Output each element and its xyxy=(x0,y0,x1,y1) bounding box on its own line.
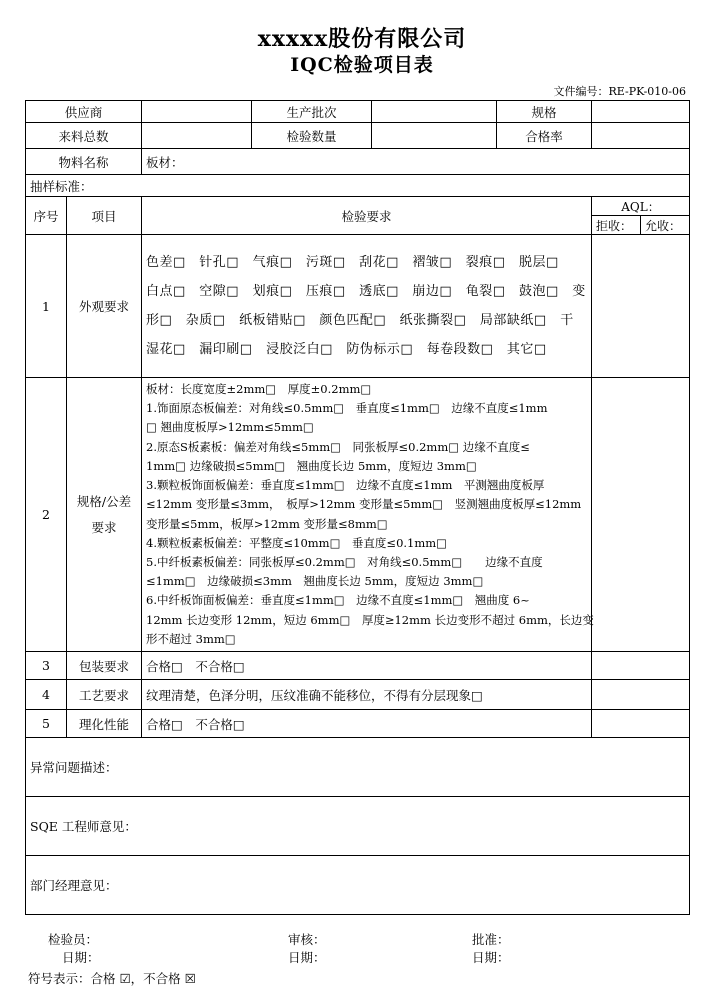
aql-cell xyxy=(592,197,690,235)
pass-rate-value[interactable] xyxy=(592,123,690,149)
accept-label[interactable]: 允收： xyxy=(645,218,682,233)
supplier-value[interactable] xyxy=(142,101,252,123)
approver-label: 批准： xyxy=(472,932,510,947)
abnormal-description[interactable]: 异常问题描述： xyxy=(26,738,690,797)
column-requirement: 检验要求 xyxy=(142,197,592,235)
row-4-no: 4 xyxy=(26,680,67,710)
row-5-no: 5 xyxy=(26,710,67,738)
material-name-value[interactable]: 板材： xyxy=(142,149,690,175)
inspect-qty-value[interactable] xyxy=(372,123,497,149)
row-3-no: 3 xyxy=(26,652,67,680)
reviewer-date-label: 日期： xyxy=(288,950,326,965)
manager-opinion[interactable]: 部门经理意见： xyxy=(26,856,690,915)
row-1-aql[interactable] xyxy=(592,235,690,378)
symbol-legend: 符号表示：合格 ☑，不合格 ☒ xyxy=(28,971,196,986)
row-4-requirement[interactable]: 纹理清楚，色泽分明，压纹准确不能移位，不得有分层现象□ xyxy=(142,680,592,710)
spec-value[interactable] xyxy=(592,101,690,123)
row-4-item: 工艺要求 xyxy=(67,680,142,710)
row-3-item: 包装要求 xyxy=(67,652,142,680)
column-no: 序号 xyxy=(26,197,67,235)
row-3-aql[interactable] xyxy=(592,652,690,680)
row-2-requirement[interactable]: 板材：长度宽度±2mm□ 厚度±0.2mm□ 1.饰面原态板偏差：对角线≤0.5mm□ 垂直度≤1mm□ 边缘不直度≤1mm □ 翘曲度板厚>12mm≤5mm□ 2.原态S板素板：偏差对角线≤5mm□ 同张板厚≤0.2mm□ 边缘不直度≤ 1mm□ 边缘破损≤5mm□ 翘曲度长边 5mm，度短边 3mm□ 3.颗粒板饰面板偏差：垂直度≤1mm□ 边缘不直度≤1mm 平测翘曲度板厚 ≤12mm 变形量≤3mm， 板厚>12mm 变形量≤5mm□ 竖测翘曲度板厚≤12mm 变形量≤5mm，板厚>12mm 变形量≤8mm□ 4.颗粒板素板偏差：平整度≤10mm□ 垂直度≤0.1mm□ 5.中纤板素板偏差：同张板厚≤0.2mm□ 对角线≤0.5mm□ 边缘不直度 ≤1mm□ 边缘破损≤3mm 翘曲度长边 5mm，度短边 3mm□ 6.中纤板饰面板偏差：垂直度≤1mm□ 边缘不直度≤1mm□ 翘曲度 6~ 12mm 长边变形 12mm，短边 6mm□ 厚度≥12mm 长边变形不超过 6mm，长边变 形不超过 3mm□ xyxy=(142,378,592,652)
row-2-no: 2 xyxy=(26,378,67,652)
company-name: xxxxx股份有限公司 xyxy=(257,26,467,52)
material-name-label: 物料名称 xyxy=(26,149,142,175)
spec-label: 规格 xyxy=(497,101,592,123)
document-number: 文件编号：RE-PK-010-06 xyxy=(553,85,686,98)
row-5-aql[interactable] xyxy=(592,710,690,738)
inspect-qty-label: 检验数量 xyxy=(252,123,372,149)
row-5-requirement[interactable]: 合格□ 不合格□ xyxy=(142,710,592,738)
row-3-requirement[interactable]: 合格□ 不合格□ xyxy=(142,652,592,680)
column-item: 项目 xyxy=(67,197,142,235)
total-qty-label: 来料总数 xyxy=(26,123,142,149)
batch-label: 生产批次 xyxy=(252,101,372,123)
supplier-label: 供应商 xyxy=(26,101,142,123)
sampling-standard[interactable]: 抽样标准： xyxy=(26,175,690,197)
row-1-item: 外观要求 xyxy=(67,235,142,378)
approver-date-label: 日期： xyxy=(472,950,510,965)
form-title: IQC检验项目表 xyxy=(290,54,434,76)
inspector-date-label: 日期： xyxy=(62,950,100,965)
iqc-inspection-table xyxy=(25,100,690,915)
row-1-no: 1 xyxy=(26,235,67,378)
batch-value[interactable] xyxy=(372,101,497,123)
reject-label[interactable]: 拒收： xyxy=(592,216,641,235)
aql-label: AQL： xyxy=(592,197,689,216)
reviewer-label: 审核： xyxy=(288,932,326,947)
row-5-item: 理化性能 xyxy=(67,710,142,738)
sqe-opinion[interactable]: SQE 工程师意见： xyxy=(26,797,690,856)
inspector-label: 检验员： xyxy=(48,932,99,947)
total-qty-value[interactable] xyxy=(142,123,252,149)
row-2-aql[interactable] xyxy=(592,378,690,652)
row-4-aql[interactable] xyxy=(592,680,690,710)
pass-rate-label: 合格率 xyxy=(497,123,592,149)
row-2-item: 规格/公差要求 xyxy=(67,378,142,652)
row-1-requirement[interactable]: 色差□ 针孔□ 气痕□ 污斑□ 刮花□ 褶皱□ 裂痕□ 脱层□ 白点□ 空隙□ 划痕□ 压痕□ 透底□ 崩边□ 龟裂□ 鼓泡□ 变形□ 杂质□ 纸板错贴□ 颜色匹配□ 纸张撕裂□ 局部缺纸□ 干湿花□ 漏印刷□ 浸胶泛白□ 防伪标示□ 每卷段数□ 其它□ xyxy=(142,235,592,378)
